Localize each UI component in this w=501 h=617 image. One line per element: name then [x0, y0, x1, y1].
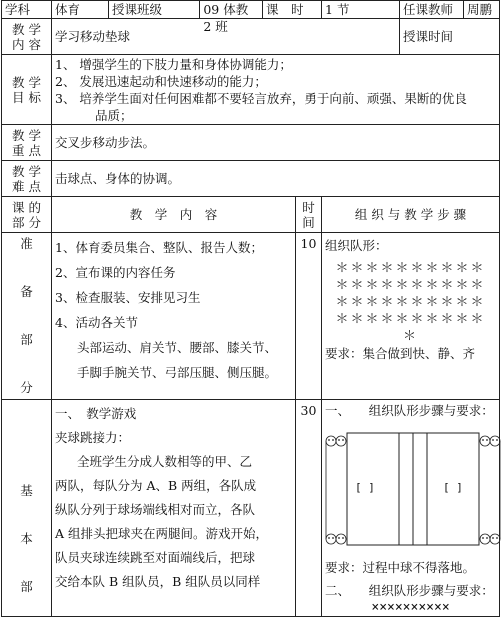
header-row: [2, 1, 500, 19]
prep-time: 10: [296, 233, 322, 400]
prep-content: [52, 233, 296, 400]
goal-item: 1、 增强学生的下肢力量和身体协调能力；: [55, 57, 292, 72]
focus-value: 交叉步移动步法。: [52, 125, 500, 161]
prep-part-label: 准 备 部 分: [2, 233, 52, 400]
basic-content: [52, 400, 296, 617]
prep-item: 4、活动各关节: [55, 315, 138, 330]
game-rule-line: 全班学生分成人数相等的甲、乙: [77, 454, 253, 469]
steps-header: 组 织 与 教 学 步 骤: [322, 197, 500, 233]
content-value: 学习移动垫球: [52, 19, 400, 55]
left-team-markers: [326, 436, 346, 544]
formation-label: 组织队形：: [325, 238, 388, 253]
lesson-plan-table: [1, 0, 500, 617]
basic-heading: 一、 教学游戏: [55, 406, 137, 421]
focus-row: [2, 125, 500, 161]
teacher-value: 周鹏: [464, 1, 500, 19]
formation-row: ＊＊＊＊＊＊＊＊＊＊: [335, 312, 486, 327]
subject-value: 体育: [52, 1, 109, 19]
hours-label: 课 时: [263, 1, 322, 19]
part-header: 课 的 部 分: [2, 197, 52, 233]
formation-row: ＊＊＊＊＊＊＊＊＊＊: [335, 278, 486, 293]
goals-row: [2, 55, 500, 125]
step2-formation: ××××××××××: [371, 600, 450, 615]
step2-label: 二、 组织队形步骤与要求：: [325, 583, 494, 598]
goal-item-cont: 品质；: [95, 108, 133, 123]
formation-row: ＊＊＊＊＊＊＊＊＊＊: [335, 261, 486, 276]
difficulty-value: 击球点、身体的协调。: [52, 161, 500, 197]
warmup-line: 头部运动、肩关节、腰部、膝关节、: [77, 340, 278, 355]
game-rule-line: 纵队分列于球场端线相对而立，各队: [55, 502, 256, 517]
content-label: 教 学 内 容: [2, 19, 52, 55]
right-bracket-marker: [ ]: [443, 481, 463, 494]
difficulty-label: 教 学 难 点: [2, 161, 52, 197]
game-rule-line: 交给本队 B 组队员，B 组队员以同样: [55, 574, 261, 589]
step1-label: 一、 组织队形步骤与要求：: [325, 403, 494, 418]
prep-requirement: 要求：集合做到快、静、齐: [325, 346, 476, 361]
focus-label: 教 学 重 点: [2, 125, 52, 161]
basic-part-label: 基 本 部: [2, 400, 52, 617]
subject-label: 学科: [2, 1, 52, 19]
time-header: 时 间: [296, 197, 322, 233]
prep-item: 1、体育委员集合、整队、报告人数；: [55, 240, 263, 255]
warmup-line: 手脚手腕关节、弓部压腿、侧压腿。: [77, 365, 278, 380]
column-header-row: [2, 197, 500, 233]
goals-label: 教 学 目 标: [2, 55, 52, 125]
basic-steps: [322, 400, 500, 617]
class-label: 授课班级: [109, 1, 200, 18]
prep-steps: [322, 233, 500, 400]
teacher-label: 任课教师: [400, 1, 464, 19]
right-team-markers: [480, 436, 500, 544]
prep-item: 2、宣布课的内容任务: [55, 265, 176, 280]
teaching-time-label: 授课时间: [400, 19, 500, 55]
game-rule-line: 队员夹球连续跳至对面端线后，把球: [55, 550, 256, 565]
basic-row: [2, 400, 500, 617]
game-rule-line: A 组排头把球夹在两腿间。游戏开始，: [55, 526, 269, 541]
formation-leader: ＊: [403, 329, 419, 344]
game-title: 夹球跳接力：: [55, 430, 131, 445]
basic-time: 30: [296, 400, 322, 617]
court-diagram: [325, 425, 496, 557]
basic-requirement: 要求：过程中球不得落地。: [325, 560, 476, 575]
prep-item: 3、检查服装、安排见习生: [55, 290, 201, 305]
prep-row: [2, 233, 500, 400]
left-bracket-marker: [ ]: [355, 481, 375, 494]
game-rule-line: 两队，每队分为 A、B 两组，各队成: [55, 478, 257, 493]
content-row: [2, 19, 500, 55]
class-value: 09 体教 2 班: [203, 2, 249, 34]
formation-row: ＊＊＊＊＊＊＊＊＊＊: [335, 295, 486, 310]
goal-item: 2、 发展迅速起动和快速移动的能力；: [55, 74, 267, 89]
court-svg: [325, 425, 501, 557]
difficulty-row: [2, 161, 500, 197]
goal-item: 3、 培养学生面对任何困难都不要轻言放弃，勇于向前、顽强、果断的优良: [55, 91, 467, 106]
hours-value: 1 节: [322, 1, 400, 19]
goals-list: [52, 55, 500, 125]
content-header: 教 学 内 容: [52, 197, 296, 233]
